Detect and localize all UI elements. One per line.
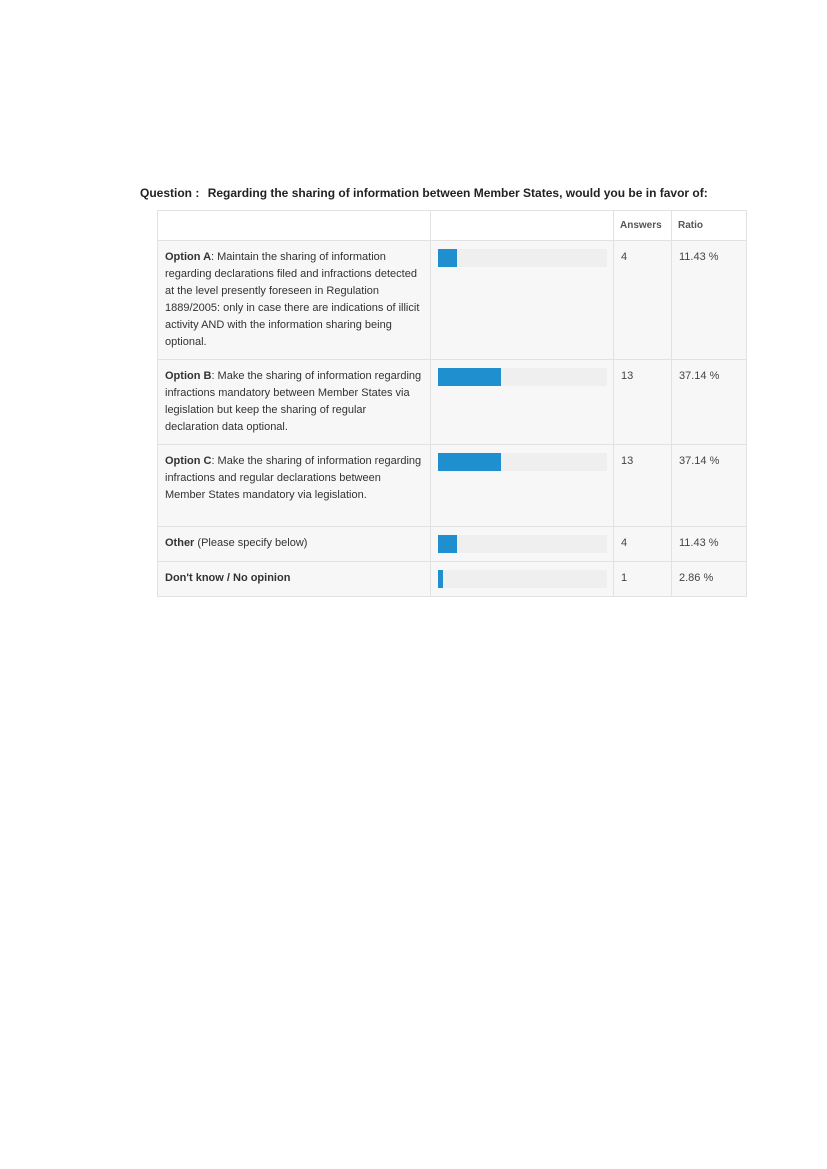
answers-cell: 1 — [614, 562, 672, 597]
option-text: : Make the sharing of information regarding infractions and regular declarations between Member States mandatory via legislation. — [165, 455, 422, 501]
option-cell — [158, 562, 431, 597]
ratio-cell: 37.14 % — [672, 445, 747, 527]
header-bar — [431, 211, 614, 241]
option-text: : Maintain the sharing of information regarding declarations filed and infractions detected at the level presently foreseen in Regulation 1889/2005: only in case there are indications of illicit activity AND with the information sharing being optional. — [165, 251, 420, 348]
ratio-bar-track — [438, 368, 607, 386]
option-cell — [158, 527, 431, 562]
bar-cell — [431, 445, 614, 527]
bar-cell — [431, 527, 614, 562]
table-row — [158, 241, 747, 360]
option-cell — [158, 445, 431, 527]
answers-cell: 4 — [614, 527, 672, 562]
ratio-cell: 11.43 % — [672, 527, 747, 562]
question-heading — [140, 186, 708, 200]
option-cell — [158, 360, 431, 445]
table-row — [158, 562, 747, 597]
ratio-bar-fill — [438, 453, 501, 471]
option-text: : Make the sharing of information regarding infractions mandatory between Member States via legislation but keep the sharing of regular declaration data optional. — [165, 370, 422, 433]
answers-cell: 13 — [614, 360, 672, 445]
bar-cell — [431, 562, 614, 597]
option-label: Option A — [165, 251, 212, 263]
answers-cell: 4 — [614, 241, 672, 360]
bar-cell — [431, 241, 614, 360]
table-row — [158, 445, 747, 527]
option-label: Option B — [165, 370, 212, 382]
ratio-bar-track — [438, 249, 607, 267]
option-label: Other — [165, 537, 195, 549]
header-option — [158, 211, 431, 241]
table-row — [158, 360, 747, 445]
ratio-cell: 11.43 % — [672, 241, 747, 360]
ratio-cell: 37.14 % — [672, 360, 747, 445]
header-ratio: Ratio — [672, 211, 747, 241]
ratio-bar-track — [438, 570, 607, 588]
option-text: (Please specify below) — [194, 537, 308, 549]
answers-cell: 13 — [614, 445, 672, 527]
ratio-cell: 2.86 % — [672, 562, 747, 597]
question-text: Regarding the sharing of information between Member States, would you be in favor of: — [207, 186, 708, 200]
question-label: Question : — [140, 186, 200, 200]
option-cell — [158, 241, 431, 360]
ratio-bar-track — [438, 535, 607, 553]
ratio-bar-fill — [438, 368, 501, 386]
header-row — [158, 211, 747, 241]
bar-cell — [431, 360, 614, 445]
option-label: Option C — [165, 455, 212, 467]
table-row — [158, 527, 747, 562]
ratio-bar-fill — [438, 535, 457, 553]
option-label: Don't know / No opinion — [165, 572, 291, 584]
ratio-bar-fill — [438, 570, 443, 588]
ratio-bar-track — [438, 453, 607, 471]
results-table — [157, 210, 747, 597]
header-answers: Answers — [614, 211, 672, 241]
ratio-bar-fill — [438, 249, 457, 267]
